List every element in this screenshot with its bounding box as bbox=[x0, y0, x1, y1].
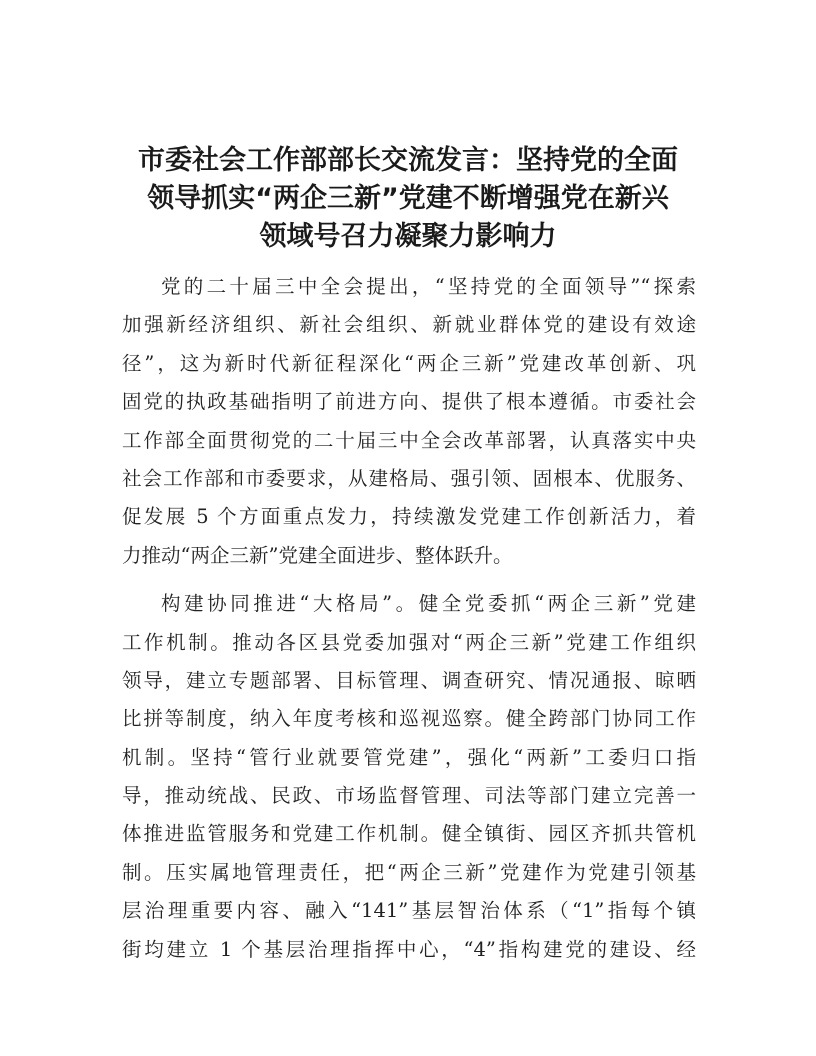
text-line: 领导，建立专题部署、目标管理、调查研究、情况通报、晾晒 bbox=[122, 668, 696, 692]
text-line: 党的二十届三中全会提出，“坚持党的全面领导”“探索 bbox=[161, 275, 696, 298]
text-line: 固党的执政基础指明了前进方向、提供了根本遵循。市委社会 bbox=[122, 390, 696, 414]
text-line: 力推动“两企三新”党建全面进步、整体跃升。 bbox=[122, 543, 513, 567]
text-line: 工作部全面贯彻党的二十届三中全会改革部署，认真落实中央 bbox=[122, 428, 696, 452]
text-line: 构建协同推进“大格局”。健全党委抓“两企三新”党建 bbox=[161, 592, 696, 616]
title-line: 领域号召力凝聚力影响力 bbox=[259, 221, 557, 252]
paragraph-coordination bbox=[122, 585, 696, 969]
text-line: 径”，这为新时代新征程深化“两企三新”党建改革创新、巩 bbox=[122, 351, 696, 375]
text-line: 制。压实属地管理责任，把“两企三新”党建作为党建引领基 bbox=[122, 860, 696, 884]
text-line: 工作机制。推动各区县党委加强对“两企三新”党建工作组织 bbox=[122, 630, 696, 654]
text-line: 街均建立 1 个基层治理指挥中心，“4”指构建党的建设、经 bbox=[122, 937, 696, 961]
title-line: 领导抓实“两企三新”党建不断增强党在新兴 bbox=[147, 183, 669, 214]
text-line: 导，推动统战、民政、市场监督管理、司法等部门建立完善一 bbox=[122, 784, 696, 808]
text-line: 体推进监管服务和党建工作机制。健全镇街、园区齐抓共管机 bbox=[122, 822, 696, 846]
text-line: 层治理重要内容、融入“141”基层智治体系（“1”指每个镇 bbox=[122, 899, 696, 923]
document-body bbox=[122, 268, 696, 969]
title-line: 市委社会工作部部长交流发言：坚持党的全面 bbox=[138, 145, 678, 176]
document-title bbox=[100, 142, 716, 256]
text-line: 加强新经济组织、新社会组织、新就业群体党的建设有效途 bbox=[122, 313, 696, 337]
paragraph-intro bbox=[122, 268, 696, 575]
paragraph-spacer bbox=[122, 575, 696, 585]
text-line: 比拼等制度，纳入年度考核和巡视巡察。健全跨部门协同工作 bbox=[122, 707, 696, 731]
text-line: 社会工作部和市委要求，从建格局、强引领、固根本、优服务、 bbox=[122, 466, 696, 490]
text-line: 促发展 5 个方面重点发力，持续激发党建工作创新活力，着 bbox=[122, 505, 696, 529]
text-line: 机制。坚持“管行业就要管党建”，强化“两新”工委归口指 bbox=[122, 745, 696, 769]
